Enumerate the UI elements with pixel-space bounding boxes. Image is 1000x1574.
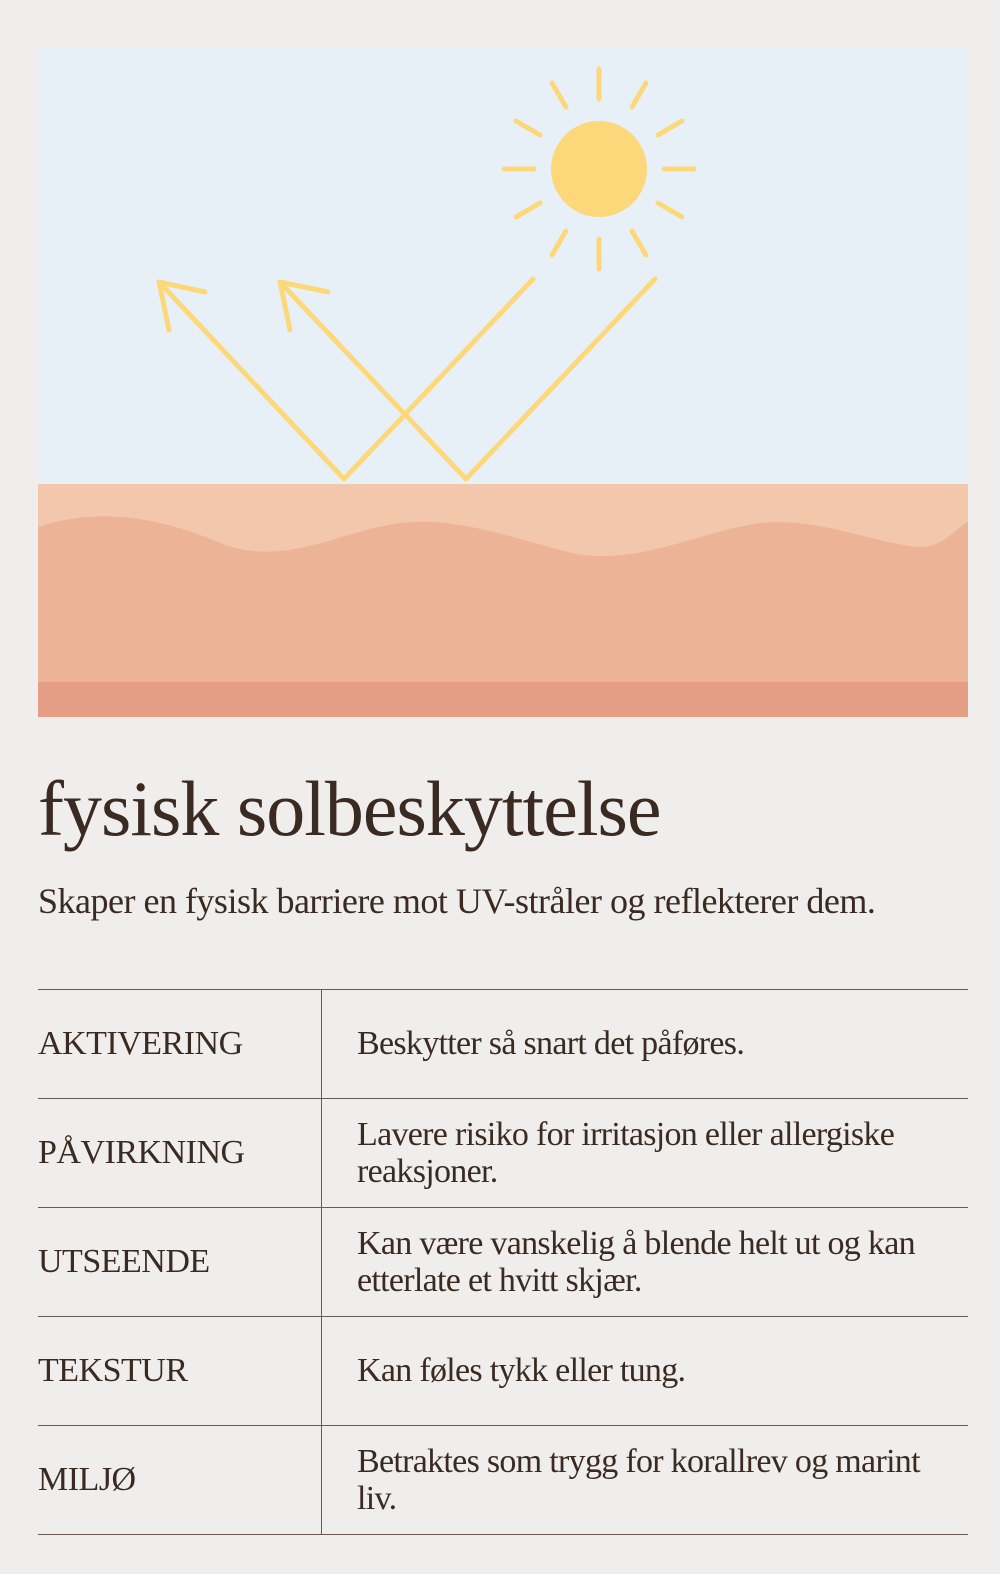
table-row [38, 990, 968, 1099]
property-value: Lavere risiko for irritasjon eller allergiske reaksjoner. [322, 1099, 969, 1208]
property-value: Kan være vanskelig å blende helt ut og kan etterlate et hvitt skjær. [322, 1208, 969, 1317]
property-value: Beskytter så snart det påføres. [322, 990, 969, 1099]
table-row [38, 1426, 968, 1535]
property-label: AKTIVERING [38, 990, 322, 1099]
property-value: Kan føles tykk eller tung. [322, 1317, 969, 1426]
property-label: UTSEENDE [38, 1208, 322, 1317]
table-row [38, 1208, 968, 1317]
page-title: fysisk solbeskyttelse [38, 765, 661, 852]
illustration-svg [38, 47, 968, 717]
sky [38, 47, 968, 487]
uv-reflection-illustration [38, 47, 968, 717]
property-label: TEKSTUR [38, 1317, 322, 1426]
table-row [38, 1099, 968, 1208]
table-row [38, 1317, 968, 1426]
subtitle: Skaper en fysisk barriere mot UV-stråler og reflekterer dem. [38, 881, 876, 921]
skin-base-layer [38, 682, 968, 717]
properties-table [38, 989, 968, 1535]
property-label: PÅVIRKNING [38, 1099, 322, 1208]
property-value: Betraktes som trygg for korallrev og marint liv. [322, 1426, 969, 1535]
property-label: MILJØ [38, 1426, 322, 1535]
